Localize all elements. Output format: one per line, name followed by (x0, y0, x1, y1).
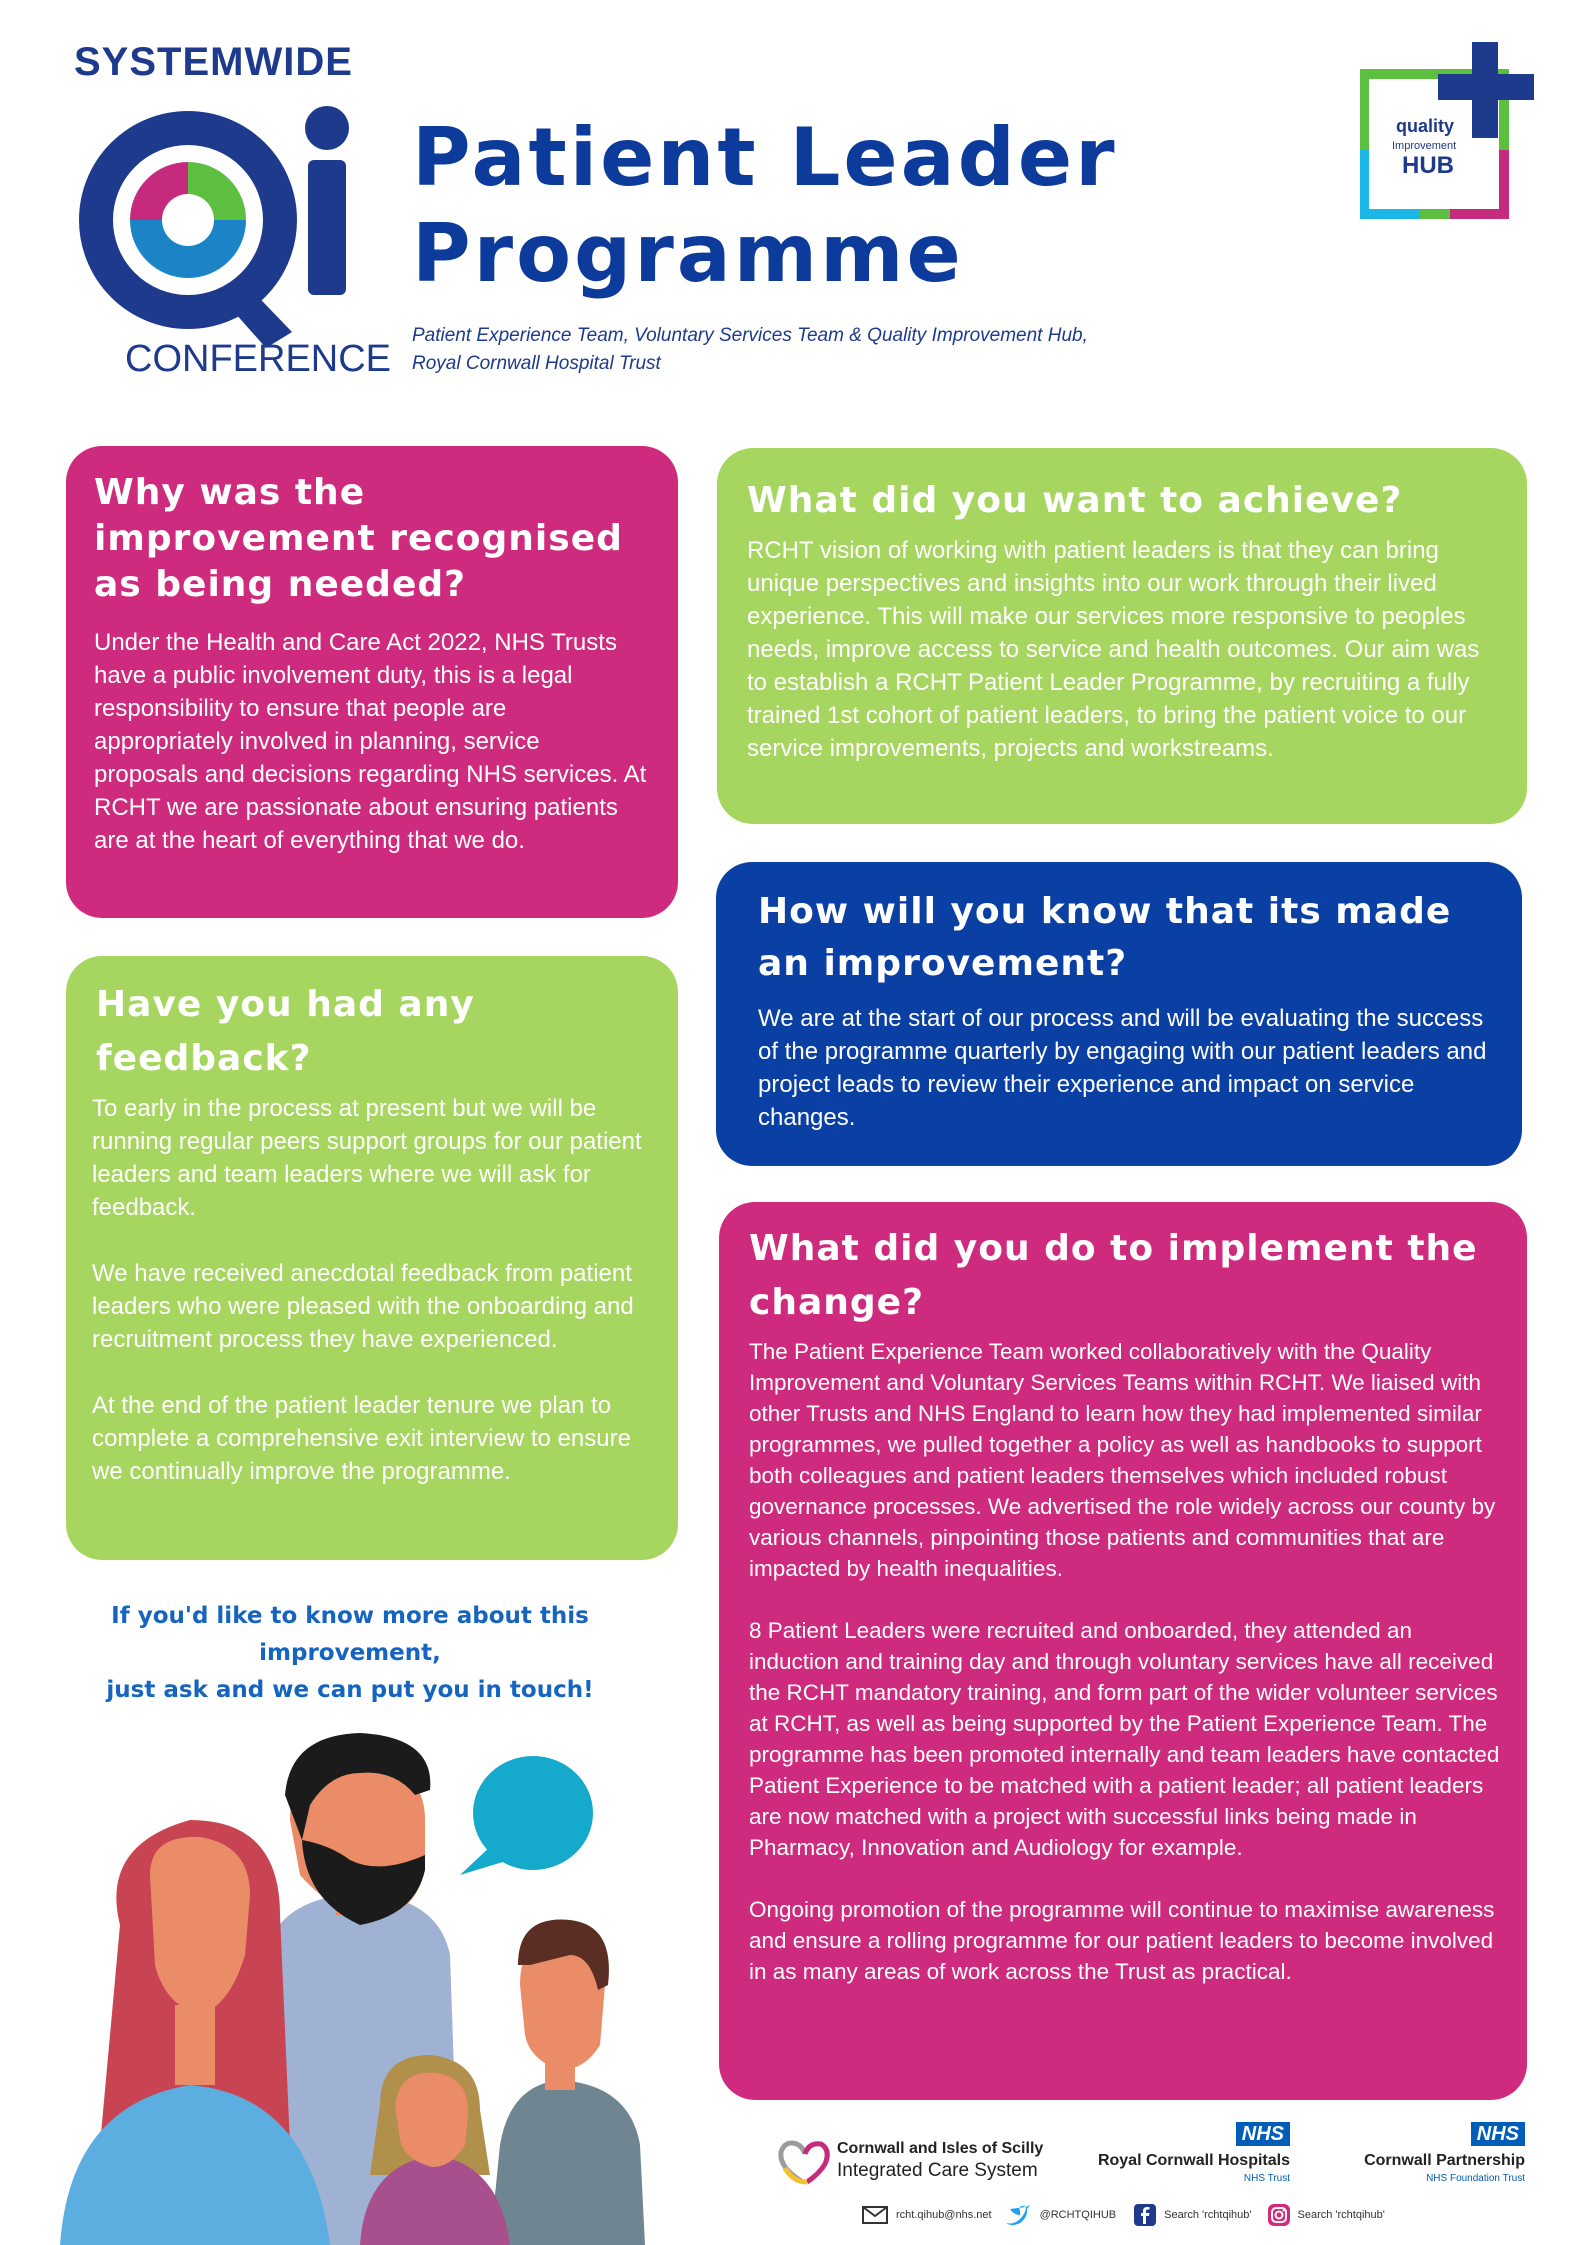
page-title (412, 110, 1118, 302)
twitter-handle[interactable]: @RCHTQIHUB (1039, 2209, 1117, 2221)
email-icon (862, 2206, 888, 2224)
page-title-line1: Patient Leader (412, 111, 1118, 204)
contact-callout-line2: just ask and we can put you in touch! (106, 1677, 594, 1703)
card-feedback-title: Have you had any feedback? (96, 984, 475, 1079)
card-why-needed-body: Under the Health and Care Act 2022, NHS Trusts have a public involvement duty, this is a legal responsibility to ensure that people are appropriately involved in planning, service proposals and decisions regarding NHS services. At RCHT we are passionate about ensuring patients are at the heart of everything that we do. (94, 629, 647, 854)
quality-improvement-hub-logo (1360, 40, 1540, 230)
young-man-figure (490, 1920, 645, 2245)
conference-logo-top-text: SYSTEMWIDE (74, 40, 353, 84)
card-want-achieve-title: What did you want to achieve? (747, 480, 1403, 521)
card-implement-change-title: What did you do to implement the change? (749, 1228, 1478, 1323)
ics-heart-icon (775, 2138, 833, 2186)
card-know-improvement (716, 862, 1522, 1166)
rch-logo (1070, 2122, 1290, 2188)
hub-logo-line2: Improvement (1392, 140, 1457, 152)
ics-logo (775, 2138, 1045, 2186)
card-know-improvement-title: How will you know that its made an improvement? (758, 891, 1452, 984)
instagram-search[interactable]: Search 'rchtqihub' (1297, 2209, 1385, 2221)
rch-nhs-badge: NHS (1236, 2122, 1290, 2146)
page-subtitle-line1: Patient Experience Team, Voluntary Services Team & Quality Improvement Hub, (412, 325, 1088, 346)
cpt-sub: NHS Foundation Trust (1426, 2173, 1525, 2184)
email-link[interactable]: rcht.qihub@nhs.net (896, 2209, 992, 2221)
card-feedback (66, 956, 678, 1560)
conference-logo-bottom-text: CONFERENCE (125, 338, 392, 380)
contact-callout (20, 1598, 680, 1709)
card-want-achieve-body: RCHT vision of working with patient leaders is that they can bring unique perspectives and insights into our work through their lived experience. This will make our services more responsive to peoples needs, improve access to service and health outcomes. Our aim was to establish a RCHT Patient Leader Programme, by recruiting a fully trained 1st cohort of patient leaders, to bring the patient voice to our service improvements, projects and workstreams. (747, 537, 1480, 762)
contact-callout-line1: If you'd like to know more about this improvement, (111, 1603, 589, 1666)
qi-ring-icon (70, 100, 390, 365)
twitter-icon (1004, 2203, 1032, 2227)
ics-name-line1: Cornwall and Isles of Scilly (837, 2140, 1044, 2157)
page-subtitle-line2: Royal Cornwall Hospital Trust (412, 353, 661, 374)
hub-logo-line1: quality (1396, 116, 1455, 136)
ics-name-line2: Integrated Care System (837, 2160, 1038, 2181)
card-feedback-body: To early in the process at present but we will be running regular peers support groups for our patient leaders and team leaders where we will ask for feedback. We have received anecdotal feedback from patient leaders who were pleased with the onboarding and recruitment process they have experienced. At the end of the patient leader tenure we plan to complete a comprehensive exit interview to ensure we continually improve the programme. (92, 1095, 642, 1485)
cpt-name: Cornwall Partnership (1364, 2152, 1525, 2169)
people-illustration (40, 1725, 700, 2245)
instagram-icon (1268, 2204, 1290, 2226)
facebook-icon (1134, 2204, 1156, 2226)
cpt-logo (1310, 2122, 1525, 2188)
hub-logo-line3: HUB (1402, 152, 1454, 179)
conference-logo (70, 40, 390, 385)
card-want-achieve (717, 448, 1527, 824)
facebook-search[interactable]: Search 'rchtqihub' (1164, 2209, 1252, 2221)
card-why-needed-title: Why was the improvement recognised as being needed? (94, 472, 623, 605)
card-implement-change-body: The Patient Experience Team worked collaboratively with the Quality Improvement and Voluntary Services Teams within RCHT. We liaised with other Trusts and NHS England to learn how they had implemented similar programmes, we pulled together a policy as well as handbooks to support both colleagues and patient leaders themselves which included robust governance processes. We advertised the role widely across our county by various channels, pinpointing those patients and communities that are impacted by health inequalities. 8 Patient Leaders were recruited and onboarded, they attended an induction and training day and through voluntary services have all received the RCHT mandatory training, and form part of the wider volunteer services at RCHT, as well as being supported by the Patient Experience Team. The programme has been promoted internally and team leaders have contacted Patient Experience to be matched with a patient leader; all patient leaders are now matched with a project with successful links being made in Pharmacy, Innovation and Audiology for example. Ongoing promotion of the programme will continue to maximise awareness and ensure a rolling programme for our patient leaders to become involved in as many areas of work across the Trust as practical. (749, 1339, 1500, 1984)
cpt-nhs-badge: NHS (1471, 2122, 1525, 2146)
card-implement-change (719, 1202, 1527, 2100)
page-title-line2: Programme (412, 207, 964, 300)
card-know-improvement-body: We are at the start of our process and will be evaluating the success of the programme quarterly by engaging with our patient leaders and project leads to review their experience and impact on service changes. (758, 1005, 1487, 1131)
card-why-needed (66, 446, 678, 918)
speech-bubble-icon (460, 1756, 593, 1875)
page-subtitle (412, 322, 1088, 378)
rch-sub: NHS Trust (1243, 2173, 1290, 2184)
rch-name: Royal Cornwall Hospitals (1097, 2152, 1290, 2169)
contact-row (862, 2200, 1385, 2230)
